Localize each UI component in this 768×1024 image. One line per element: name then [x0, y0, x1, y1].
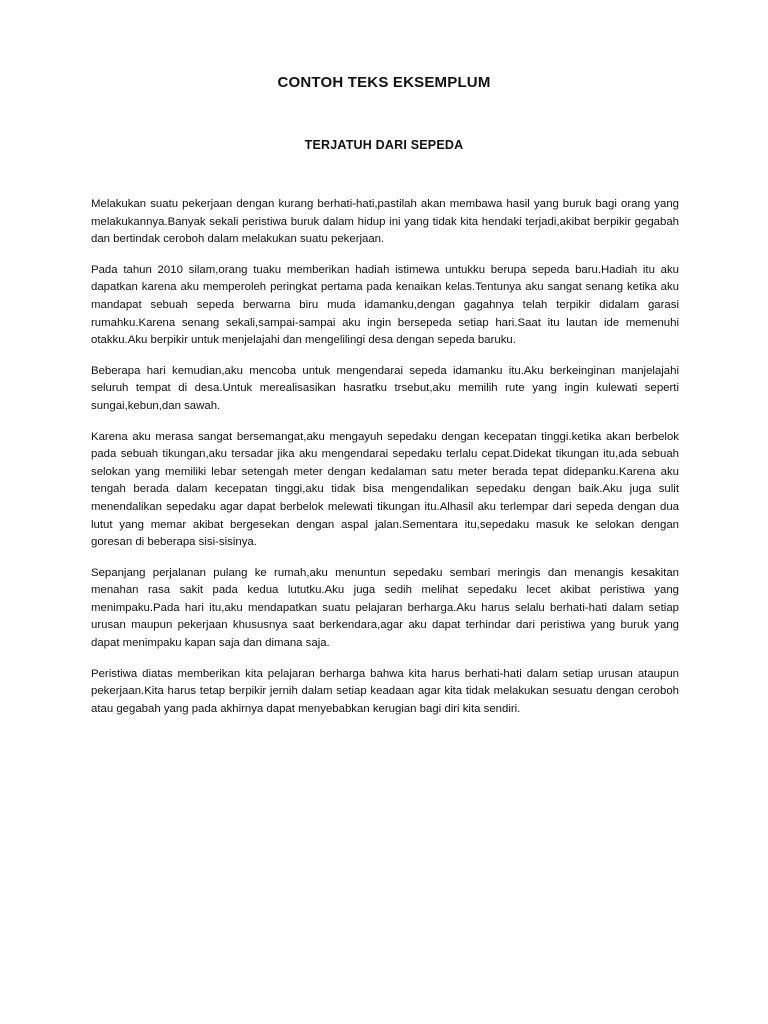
paragraph-1: Melakukan suatu pekerjaan dengan kurang berhati-hati,pastilah akan membawa hasil yang buruk bagi orang yang melakukannya.Banyak sekali peristiwa buruk dalam hidup ini yang tidak kita hendaki terjadi,akibat berpikir gegabah dan bertindak ceroboh dalam melakukan suatu pekerjaan.	[91, 198, 679, 246]
paragraph-2: Pada tahun 2010 silam,orang tuaku memberikan hadiah istimewa untukku berupa sepeda baru.Hadiah itu aku dapatkan karena aku memperoleh peringkat pertama pada kenaikan kelas.Tentunya aku sangat senang ketika aku mandapat sebuah sepeda berwarna biru muda idamanku,dengan gagahnya telah terpikir didalam garasi rumahku.Karena senang sekali,sampai-sampai aku ingin bersepeda setiap hari.Saat itu lautan ide memenuhi otakku.Aku berpikir untuk menjelajahi dan mengelilingi desa dengan sepeda baruku.	[91, 263, 679, 347]
document-title: CONTOH TEKS EKSEMPLUM	[277, 74, 491, 91]
paragraph-5: Sepanjang perjalanan pulang ke rumah,aku menuntun sepedaku sembari meringis dan menangis kesakitan menahan rasa sakit pada kedua lututku.Aku juga sedih melihat sepedaku lecet akibat peristiwa yang menimpaku.Pada hari itu,aku mendapatkan suatu pelajaran berharga.Aku harus selalu berhati-hati dalam setiap urusan maupun pekerjaan khususnya saat berkendara,agar aku dapat terhindar dari peristiwa yang buruk yang dapat menimpaku kapan saja dan dimana saja.	[91, 566, 679, 650]
document-body	[91, 196, 679, 731]
paragraph-4: Karena aku merasa sangat bersemangat,aku mengayuh sepedaku dengan kecepatan tinggi.ketika akan berbelok pada sebuah tikungan,aku tersadar jika aku mengendarai sepedaku terlalu cepat.Didekat tikungan itu,ada sebuah selokan yang memiliki lebar setengah meter dengan kedalaman satu meter berada tepat didepanku.Karena aku tengah berada dalam kecepatan tinggi,aku tidak bisa mengendalikan sepedaku dengan baik.Aku juga sulit menendalikan sepedaku agar dapat berbelok melewati tikungan itu.Alhasil aku terlempar dari sepeda dengan dua lutut yang memar akibat bergesekan dengan aspal jalan.Sementara itu,sepedaku masuk ke selokan dengan goresan di beberapa sisi-sisinya.	[91, 430, 679, 549]
paragraph-6: Peristiwa diatas memberikan kita pelajaran berharga bahwa kita harus berhati-hati dalam setiap urusan ataupun pekerjaan.Kita harus tetap berpikir jernih dalam setiap keadaan agar kita tidak melakukan sesuatu dengan ceroboh atau gegabah yang pada akhirnya dapat menyebabkan kerugian bagi diri kita sendiri.	[91, 667, 679, 715]
story-title: TERJATUH DARI SEPEDA	[304, 138, 464, 152]
paragraph-3: Beberapa hari kemudian,aku mencoba untuk mengendarai sepeda idamanku itu.Aku berkeinginan manjelajahi seluruh tempat di desa.Untuk merealisasikan hasratku trsebut,aku memilih rute yang ingin kulewati seperti sungai,kebun,dan sawah.	[91, 364, 679, 412]
